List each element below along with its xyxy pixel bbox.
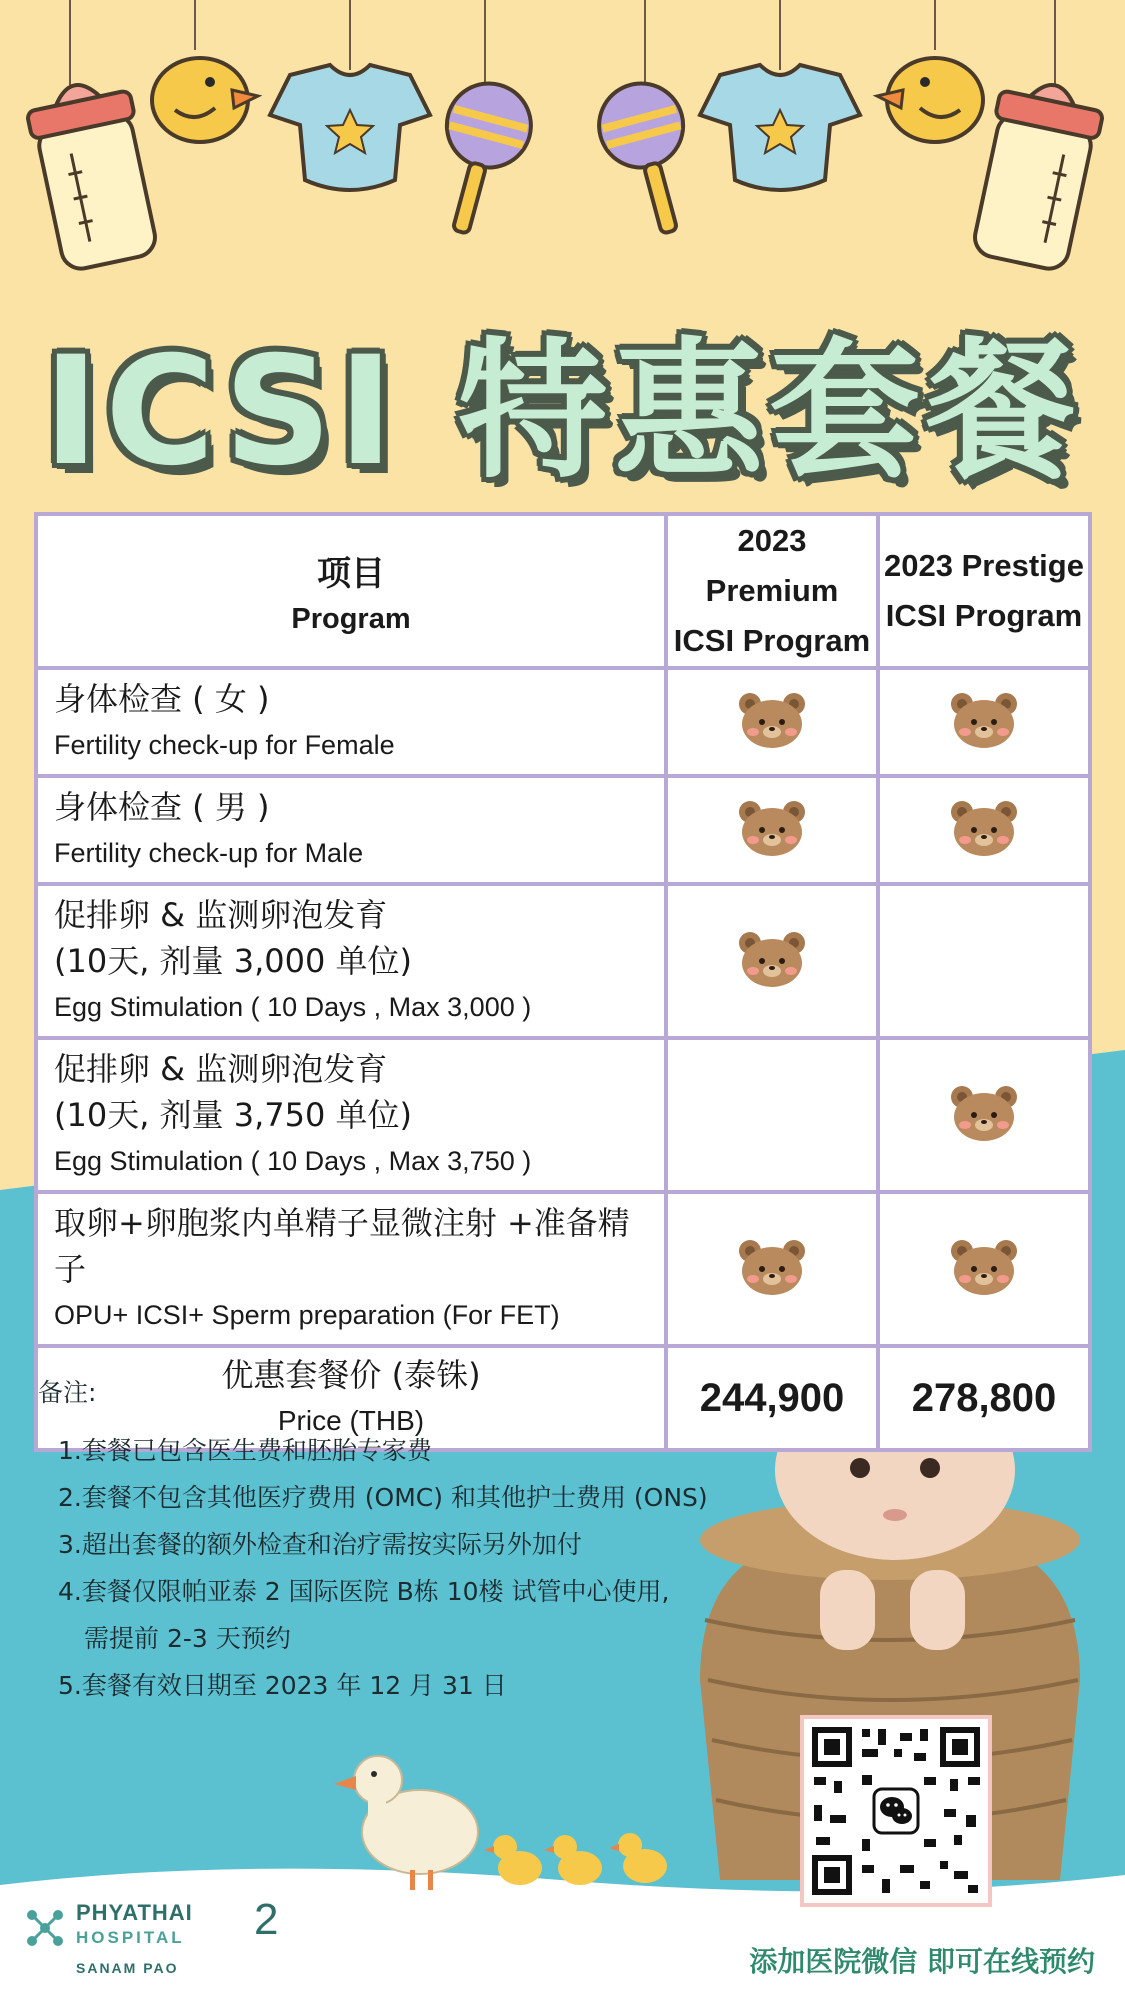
- notes-section: [38, 1373, 708, 1709]
- item-zh: 取卵+卵胞浆内单精子显微注射 +准备精子: [54, 1204, 630, 1288]
- item-cell: [36, 1038, 666, 1192]
- item-zh: 促排卵 & 监测卵泡发育: [54, 1050, 388, 1088]
- hospital-logo-icon: [22, 1905, 68, 1951]
- qr-pattern: [804, 1719, 988, 1903]
- item-en: Fertility check-up for Male: [54, 838, 364, 868]
- premium-included-cell: [666, 884, 878, 1038]
- onesie-icon: [700, 65, 860, 190]
- poster-title: ICSI 特惠套餐: [43, 325, 1082, 499]
- item-en: OPU+ ICSI+ Sperm preparation (For FET): [54, 1300, 560, 1330]
- prestige-price: 278,800: [878, 1346, 1090, 1450]
- premium-header-line1: 2023 Premium: [705, 523, 839, 608]
- bear-face-icon: [736, 690, 808, 750]
- note-item: 需提前 2-3 天预约: [84, 1624, 291, 1653]
- price-label-zh: 优惠套餐价 (泰铢): [221, 1356, 481, 1394]
- premium-program-header: [666, 514, 878, 668]
- duck-icon: [877, 58, 983, 142]
- table-header-row: [36, 514, 1090, 668]
- hospital-logo: [22, 1895, 302, 1985]
- bear-face-icon: [736, 929, 808, 989]
- price-label-en: Price (THB): [277, 1405, 425, 1436]
- onesie-icon: [270, 65, 430, 190]
- add-wechat-cta: 添加医院微信 即可在线预约: [749, 1945, 1095, 1978]
- premium-included-cell: [666, 776, 878, 884]
- prestige-included-cell: [878, 884, 1090, 1038]
- prestige-included-cell: [878, 1192, 1090, 1346]
- note-item: 4.套餐仅限帕亚泰 2 国际医院 B栋 10楼 试管中心使用,: [58, 1577, 670, 1606]
- prestige-included-cell: [878, 668, 1090, 776]
- package-table: [34, 512, 1092, 1452]
- item-en: Fertility check-up for Female: [54, 730, 395, 760]
- table-row: [36, 1192, 1090, 1346]
- item-cell: [36, 1192, 666, 1346]
- bear-face-icon: [948, 1083, 1020, 1143]
- item-cell: [36, 668, 666, 776]
- notes-heading: 备注:: [38, 1378, 97, 1407]
- item-zh: 身体检查 ( 男 ): [54, 788, 270, 826]
- hospital-number: 2: [254, 1895, 279, 1944]
- duck-icon: [152, 58, 258, 142]
- bear-face-icon: [736, 1237, 808, 1297]
- prestige-included-cell: [878, 1038, 1090, 1192]
- table-row: [36, 1038, 1090, 1192]
- rattle-icon: [420, 74, 540, 243]
- item-zh: 促排卵 & 监测卵泡发育: [54, 896, 388, 934]
- bear-face-icon: [948, 798, 1020, 858]
- note-item: 2.套餐不包含其他医疗费用 (OMC) 和其他护士费用 (ONS): [58, 1483, 708, 1512]
- prestige-header-line2: ICSI Program: [885, 598, 1083, 633]
- item-en: Egg Stimulation ( 10 Days , Max 3,750 ): [54, 1146, 532, 1176]
- premium-included-cell: [666, 668, 878, 776]
- baby-bottle-icon: [23, 74, 163, 273]
- item-zh: 身体检查 ( 女 ): [54, 680, 270, 718]
- table-row: [36, 776, 1090, 884]
- bear-face-icon: [948, 1237, 1020, 1297]
- item-header-zh: 项目: [317, 555, 385, 593]
- rattle-icon: [590, 74, 710, 243]
- hospital-sub: HOSPITAL: [76, 1928, 185, 1947]
- item-header-en: Program: [291, 603, 411, 635]
- premium-included-cell: [666, 1038, 878, 1192]
- table-row: [36, 884, 1090, 1038]
- item-cell: [36, 884, 666, 1038]
- item-zh-dose: (10天, 剂量 3,750 单位): [54, 1096, 412, 1134]
- item-zh-dose: (10天, 剂量 3,000 单位): [54, 942, 412, 980]
- prestige-included-cell: [878, 776, 1090, 884]
- bear-face-icon: [736, 798, 808, 858]
- note-item: 1.套餐已包含医生费和胚胎专家费: [58, 1436, 432, 1465]
- bear-face-icon: [948, 690, 1020, 750]
- prestige-header-line1: 2023 Prestige: [884, 548, 1084, 583]
- premium-header-line2: ICSI Program: [673, 623, 871, 658]
- baby-bottle-icon: [966, 74, 1106, 273]
- notes-list: [38, 1427, 708, 1709]
- hospital-name: PHYATHAI: [76, 1900, 193, 1925]
- prestige-program-header: [878, 514, 1090, 668]
- wechat-qr-code[interactable]: [800, 1715, 992, 1907]
- item-cell: [36, 776, 666, 884]
- note-item: 3.超出套餐的额外检查和治疗需按实际另外加付: [58, 1530, 582, 1559]
- item-header: [36, 514, 666, 668]
- item-en: Egg Stimulation ( 10 Days , Max 3,000 ): [54, 992, 532, 1022]
- premium-price: 244,900: [666, 1346, 878, 1450]
- note-item: 5.套餐有效日期至 2023 年 12 月 31 日: [58, 1671, 507, 1700]
- hospital-branch: SANAM PAO: [76, 1960, 179, 1976]
- premium-included-cell: [666, 1192, 878, 1346]
- table-row: [36, 668, 1090, 776]
